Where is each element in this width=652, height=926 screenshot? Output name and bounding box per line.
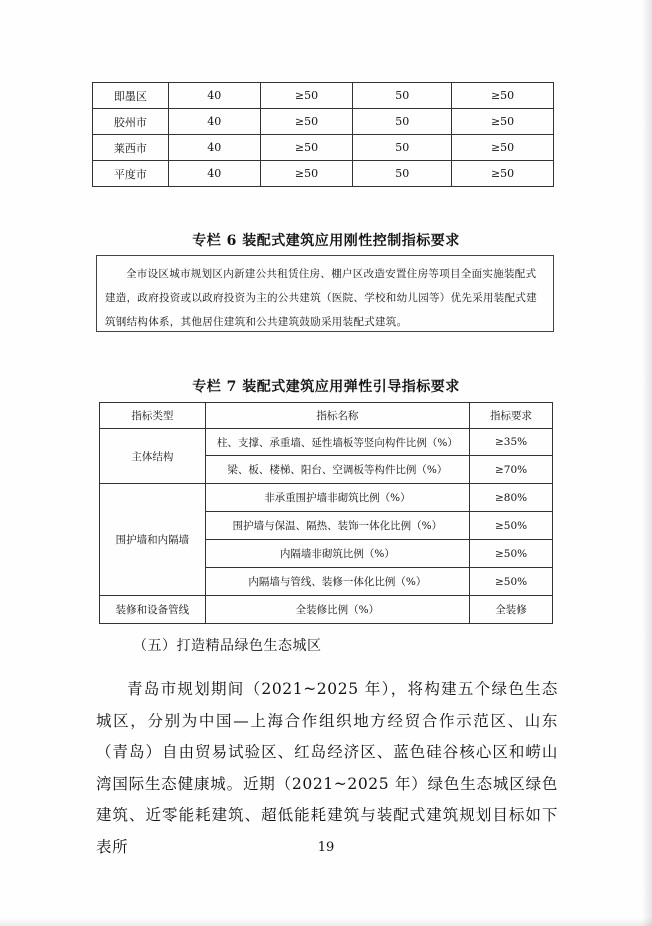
- value-cell: 50: [353, 83, 452, 109]
- value-cell: ≥50: [452, 109, 554, 135]
- name-cell: 内隔墙非砌筑比例（%）: [205, 540, 469, 568]
- district-target-table: [92, 82, 554, 187]
- req-cell: ≥35%: [470, 429, 553, 456]
- column6-box: 全市设区城市规划区内新建公共租赁住房、棚户区改造安置住房等项目全面实施装配式建造，政府投资或以政府投资为主的公共建筑（医院、学校和幼儿园等）优先采用装配式建筑钢结构体系，其他居住建筑和公共建筑鼓励采用装配式建筑。: [96, 255, 554, 332]
- table-row: [100, 429, 553, 456]
- table-row: [93, 135, 554, 161]
- name-cell: 柱、支撑、承重墙、延性墙板等竖向构件比例（%）: [205, 429, 469, 456]
- column6-title: 专栏 6 装配式建筑应用刚性控制指标要求: [192, 233, 460, 249]
- page-edge-shadow: [642, 0, 652, 926]
- district-cell: 平度市: [93, 161, 169, 187]
- type-cell: 装修和设备管线: [100, 596, 206, 624]
- value-cell: ≥50: [260, 83, 353, 109]
- req-cell: ≥50%: [470, 568, 553, 596]
- table-row: [100, 484, 553, 512]
- district-cell: 即墨区: [93, 83, 169, 109]
- value-cell: 40: [168, 161, 260, 187]
- name-cell: 围护墙与保温、隔热、装饰一体化比例（%）: [205, 512, 469, 540]
- table-row: [93, 83, 554, 109]
- value-cell: 40: [168, 109, 260, 135]
- value-cell: ≥50: [452, 135, 554, 161]
- value-cell: ≥50: [452, 83, 554, 109]
- section-heading: （五）打造精品绿色生态城区: [133, 638, 322, 654]
- name-cell: 内隔墙与管线、装修一体化比例（%）: [205, 568, 469, 596]
- value-cell: ≥50: [260, 135, 353, 161]
- req-cell: ≥50%: [470, 512, 553, 540]
- header-req: 指标要求: [470, 403, 553, 429]
- value-cell: ≥50: [260, 109, 353, 135]
- column7-title: 专栏 7 装配式建筑应用弹性引导指标要求: [192, 379, 460, 395]
- page-number: 19: [317, 840, 335, 855]
- column7-indicator-table: [99, 402, 553, 624]
- req-cell: ≥70%: [470, 456, 553, 484]
- name-cell: 全装修比例（%）: [205, 596, 469, 624]
- type-cell: 主体结构: [100, 429, 206, 484]
- header-row: [100, 403, 553, 429]
- table-row: [100, 596, 553, 624]
- value-cell: 50: [353, 161, 452, 187]
- value-cell: ≥50: [452, 161, 554, 187]
- req-cell: ≥50%: [470, 540, 553, 568]
- type-cell: 围护墙和内隔墙: [100, 484, 206, 596]
- header-type: 指标类型: [100, 403, 206, 429]
- page-bottom-shadow: [0, 918, 652, 926]
- value-cell: ≥50: [260, 161, 353, 187]
- district-cell: 胶州市: [93, 109, 169, 135]
- value-cell: 50: [353, 135, 452, 161]
- req-cell: ≥80%: [470, 484, 553, 512]
- header-name: 指标名称: [205, 403, 469, 429]
- table-row: [93, 109, 554, 135]
- req-cell: 全装修: [470, 596, 553, 624]
- district-cell: 莱西市: [93, 135, 169, 161]
- value-cell: 40: [168, 135, 260, 161]
- value-cell: 50: [353, 109, 452, 135]
- value-cell: 40: [168, 83, 260, 109]
- body-paragraph: 青岛市规划期间（2021~2025 年），将构建五个绿色生态城区，分别为中国—上海合作组织地方经贸合作示范区、山东（青岛）自由贸易试验区、红岛经济区、蓝色硅谷核心区和崂山湾国际生态健康城。近期（2021~2025 年）绿色生态城区绿色建筑、近零能耗建筑、超低能耗建筑与装配式建筑规划目标如下表所: [96, 680, 558, 856]
- table-row: [93, 161, 554, 187]
- name-cell: 非承重围护墙非砌筑比例（%）: [205, 484, 469, 512]
- name-cell: 梁、板、楼梯、阳台、空调板等构件比例（%）: [205, 456, 469, 484]
